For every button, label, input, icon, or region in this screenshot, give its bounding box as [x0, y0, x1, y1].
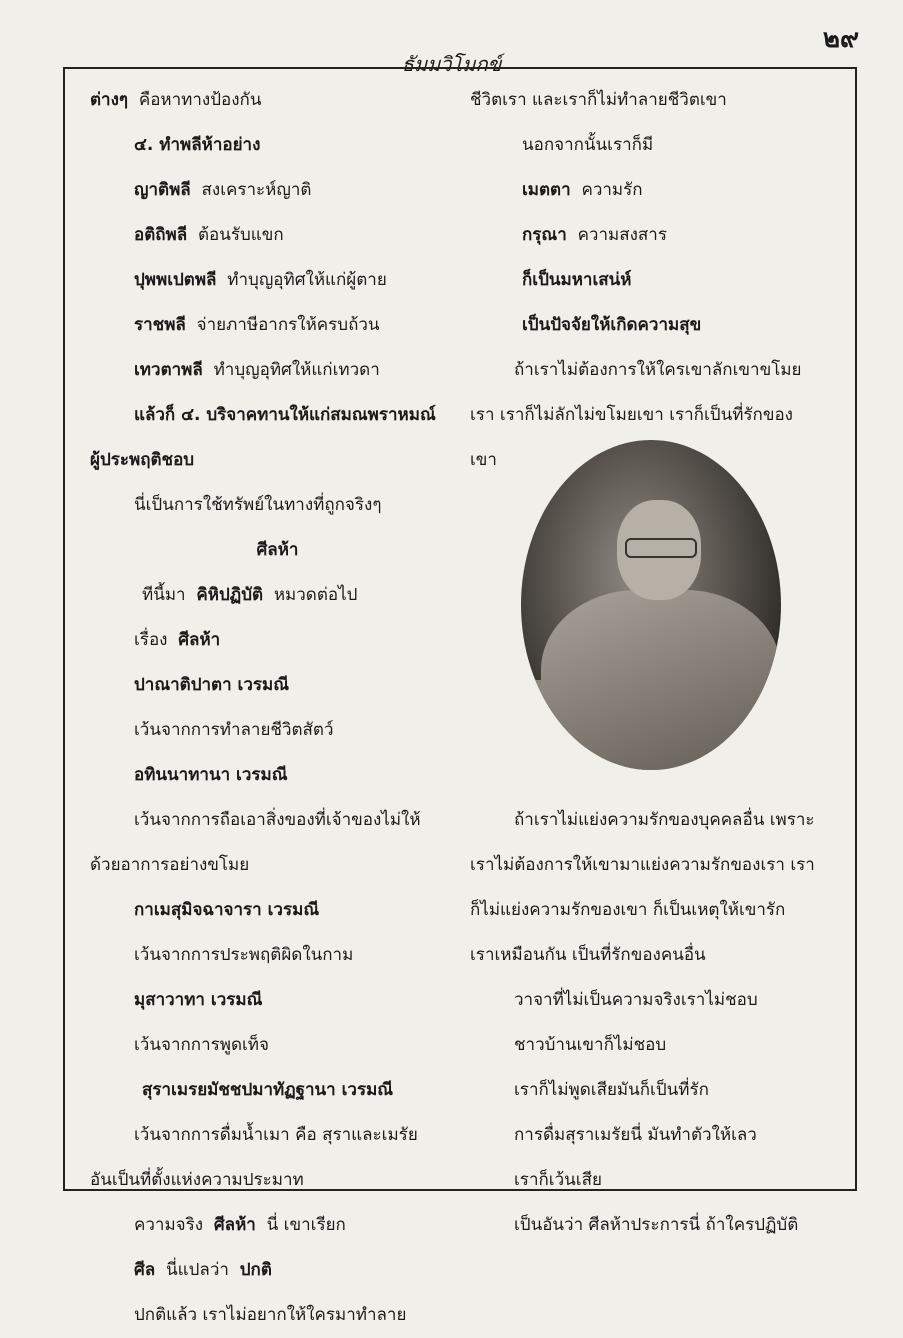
text-line: เว้นจากการประพฤติผิดในกาม: [134, 945, 354, 965]
header-title: ธัมมวิโมกข์: [0, 48, 903, 80]
text-line: การดื่มสุราเมรัยนี่ มันทำตัวให้เลว: [514, 1125, 757, 1145]
text-line: สุราเมรยมัชชปมาทัฏฐานา เวรมณี: [142, 1080, 394, 1100]
text-line: อทินนาทานา เวรมณี: [134, 765, 288, 785]
text-line: ญาติพลี สงเคราะห์ญาติ: [134, 180, 312, 200]
text-line: วาจาที่ไม่เป็นความจริงเราไม่ชอบ: [514, 990, 758, 1010]
left-column: [90, 78, 465, 1338]
text-line: เว้นจากการดื่มน้ำเมา คือ สุราและเมรัย: [134, 1125, 418, 1145]
text-line: นี่เป็นการใช้ทรัพย์ในทางที่ถูกจริงๆ: [134, 495, 382, 515]
text-line: เว้นจากการทำลายชีวิตสัตว์: [134, 720, 334, 740]
text-line: เป็นปัจจัยให้เกิดความสุข: [522, 315, 702, 335]
text-line: ความจริง ศีลห้า นี่ เขาเรียก: [134, 1215, 346, 1235]
text-line: เมตตา ความรัก: [522, 180, 643, 200]
text-line: เรา เราก็ไม่ลักไม่ขโมยเขา เราก็เป็นที่รักของ: [470, 405, 793, 425]
text-line: กรุณา ความสงสาร: [522, 225, 667, 245]
text-line: ถ้าเราไม่ต้องการให้ใครเขาลักเขาขโมย: [514, 360, 802, 380]
text-line: เรื่อง ศีลห้า: [134, 630, 221, 650]
text-line: ต่างๆ คือหาทางป้องกัน: [90, 90, 262, 110]
text-line: ก็ไม่แย่งความรักของเขา ก็เป็นเหตุให้เขารัก: [470, 900, 786, 920]
monk-portrait-photo: [521, 440, 781, 770]
text-line: ผู้ประพฤติชอบ: [90, 450, 195, 470]
text-line: ชีวิตเรา และเราก็ไม่ทำลายชีวิตเขา: [470, 90, 727, 110]
text-line: ศีล นี่แปลว่า ปกติ: [134, 1260, 272, 1280]
text-line: เว้นจากการถือเอาสิ่งของที่เจ้าของไม่ให้: [134, 810, 421, 830]
text-line: เราก็เว้นเสีย: [514, 1170, 602, 1190]
text-line: อันเป็นที่ตั้งแห่งความประมาท: [90, 1170, 304, 1190]
text-line: มุสาวาทา เวรมณี: [134, 990, 263, 1010]
right-column: [470, 78, 840, 483]
text-line: เป็นอันว่า ศีลห้าประการนี่ ถ้าใครปฏิบัติ: [514, 1215, 799, 1235]
text-line: ราชพลี จ่ายภาษีอากรให้ครบถ้วน: [134, 315, 380, 335]
text-line: ด้วยอาการอย่างขโมย: [90, 855, 250, 875]
text-line: กาเมสุมิจฉาจารา เวรมณี: [134, 900, 320, 920]
text-line: เว้นจากการพูดเท็จ: [134, 1035, 269, 1055]
text-line: ปาณาติปาตา เวรมณี: [134, 675, 290, 695]
text-line: อติถิพลี ต้อนรับแขก: [134, 225, 284, 245]
text-line: เทวตาพลี ทำบุญอุทิศให้แก่เทวดา: [134, 360, 380, 380]
text-line: ปุพพเปตพลี ทำบุญอุทิศให้แก่ผู้ตาย: [134, 270, 387, 290]
text-line: เราก็ไม่พูดเสียมันก็เป็นที่รัก: [514, 1080, 709, 1100]
page-number: ๒๙: [822, 24, 859, 54]
text-line: ๔. ทำพลีห้าอย่าง: [134, 135, 261, 155]
right-column-lower: [470, 798, 840, 1248]
text-line: ก็เป็นมหาเสน่ห์: [522, 270, 632, 290]
text-line: เราเหมือนกัน เป็นที่รักของคนอื่น: [470, 945, 706, 965]
text-line: ชาวบ้านเขาก็ไม่ชอบ: [514, 1035, 667, 1055]
text-line: ปกติแล้ว เราไม่อยากให้ใครมาทำลาย: [134, 1305, 407, 1325]
section-heading: ศีลห้า: [256, 540, 299, 560]
text-line: แล้วก็ ๔. บริจาคทานให้แก่สมณพราหมณ์: [134, 405, 436, 425]
text-line: เราไม่ต้องการให้เขามาแย่งความรักของเรา เรา: [470, 855, 815, 875]
text-line: นอกจากนั้นเราก็มี: [522, 135, 654, 155]
text-line: ถ้าเราไม่แย่งความรักของบุคคลอื่น เพราะ: [514, 810, 815, 830]
text-line: ทีนี้มา คิหิปฏิบัติ หมวดต่อไป: [142, 585, 358, 605]
text-line: เขา: [470, 450, 497, 470]
